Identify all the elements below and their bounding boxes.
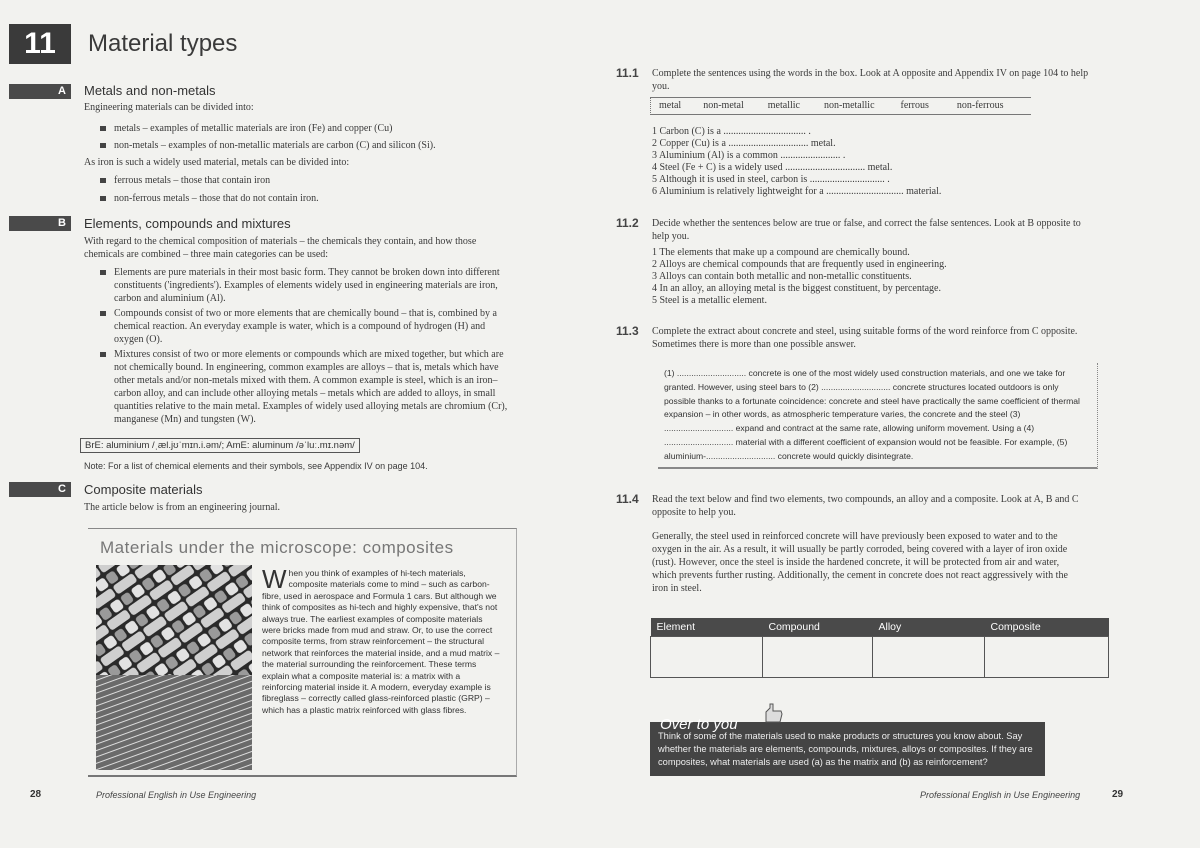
over-to-you-title: Over to you xyxy=(660,716,738,733)
right-page xyxy=(600,0,1200,848)
unit-title: Material types xyxy=(88,30,238,57)
section-b-intro: With regard to the chemical composition of materials – the chemicals they contain, and how those chemicals are combined – three main categories can be used: xyxy=(84,236,477,260)
table-header: Composite xyxy=(985,618,1109,637)
exercise-item: 1 Carbon (C) is a ................................. . xyxy=(652,126,811,137)
word-box-item: metal xyxy=(659,100,682,111)
table-header: Compound xyxy=(763,618,873,637)
section-b-bullet: Mixtures consist of two or more elements or compounds which are mixed together, but which are not chemically bound. In engineering, common examples are alloys – that is, metals which have other metals and/or non-metals mixed with them. A common example is steel, which is an iron–carbon alloy, and can include other alloying metals – metals which are added to alloys, in small quantities relative to the main metal. Examples of widely used alloying metals are chromium (Cr), manganese (Mn) and tungsten (W). xyxy=(114,348,514,426)
exercise-item: 4 In an alloy, an alloying metal is the biggest constituent, by percentage. xyxy=(652,283,941,294)
footer-book-title-right: Professional English in Use Engineering xyxy=(920,790,1081,800)
carbon-fibre-photo xyxy=(96,565,252,770)
word-box-item: non-metal xyxy=(703,100,744,111)
exercise-11-4-instructions: Read the text below and find two elements, two compounds, an alloy and a composite. Look at A, B and C opposite to help you. xyxy=(652,494,1079,518)
unit-number: 11 xyxy=(9,24,71,64)
word-box xyxy=(650,97,1031,115)
section-b-letter: B xyxy=(58,217,66,229)
exercise-11-1-items xyxy=(652,126,941,198)
section-c-intro: The article below is from an engineering journal. xyxy=(84,502,281,513)
exercise-item: 5 Steel is a metallic element. xyxy=(652,295,767,306)
article-body xyxy=(262,564,500,716)
exercise-item: 1 The elements that make up a compound are chemically bound. xyxy=(652,247,910,258)
pointing-hand-icon xyxy=(762,702,786,724)
exercise-11-2-instructions: Decide whether the sentences below are true or false, and correct the false sentences. Look at B opposite to help you. xyxy=(652,218,1081,242)
section-c-letter: C xyxy=(58,483,66,495)
section-a-bullet: non-ferrous metals – those that do not contain iron. xyxy=(114,193,319,204)
article-title: Materials under the microscope: composites xyxy=(100,538,454,557)
footer-book-title-left: Professional English in Use Engineering xyxy=(96,790,257,800)
over-to-you-text: Think of some of the materials used to make products or structures you know about. Say whether the materials are elements, compounds, mixtures, alloys or composites. If they are composites, what materials are used (a) as the matrix and (b) as reinforcement? xyxy=(658,731,1033,767)
table-header: Alloy xyxy=(873,618,985,637)
exercise-item: 5 Although it is used in steel, carbon is .............................. . xyxy=(652,174,890,185)
concrete-extract: (1) ............................. concrete is one of the most widely used construction materials, and one we take for granted. However, using steel bars to (2) ............................. concrete structures located outdoors is only possible thanks to a fortunate coincidence: concrete and steel have practically the same coefficient of thermal expansion – in other words, as atmospheric temperature varies, the concrete and the steel (3) ............................. expand and contract at the same rate, allowing uniform movement. Using a (4) ............................. material with a different coefficient of expansion would not be feasible. For example, (5) aluminium-............................. concrete would quickly disintegrate. xyxy=(658,363,1098,469)
over-to-you-box xyxy=(650,716,1045,776)
answer-cell[interactable] xyxy=(763,637,873,678)
word-box-item: non-ferrous xyxy=(956,100,1004,111)
exercise-11-3-number: 11.3 xyxy=(616,324,639,338)
section-a-bullet: non-metals – examples of non-metallic materials are carbon (C) and silicon (Si). xyxy=(114,140,436,151)
exercise-item: 2 Alloys are chemical compounds that are frequently used in engineering. xyxy=(652,259,947,270)
section-c-title: Composite materials xyxy=(84,482,203,497)
word-box-item: ferrous xyxy=(900,100,929,111)
section-a-intro-2: As iron is such a widely used material, metals can be divided into: xyxy=(84,157,350,168)
section-b-bar xyxy=(9,216,71,231)
section-c-bar xyxy=(9,482,71,497)
section-b-bullets xyxy=(114,266,514,428)
bre-ame-note: BrE: aluminium /ˌæl.jʊˈmɪn.i.əm/; AmE: aluminum /əˈluː.mɪ.nəm/ xyxy=(80,438,360,453)
page-number-right: 29 xyxy=(1112,789,1124,800)
answer-cell[interactable] xyxy=(873,637,985,678)
section-a-intro: Engineering materials can be divided into: xyxy=(84,102,254,113)
reading-text: Generally, the steel used in reinforced concrete will have previously been exposed to water and to the oxygen in the air. As a result, it will usually be partly corroded, being covered with a layer of iron oxide (rust). However, once the steel is inside the hardened concrete, it will be protected from air and water, which prevents further rusting. Additionally, the cement in concrete does not react aggressively with the iron in steel. xyxy=(652,531,1068,594)
section-a-bar xyxy=(9,84,71,99)
answer-cell[interactable] xyxy=(651,637,763,678)
section-b-title: Elements, compounds and mixtures xyxy=(84,216,291,231)
exercise-item: 3 Aluminium (Al) is a common ........................ . xyxy=(652,150,846,161)
article-text: hen you think of examples of hi-tech materials, composite materials come to mind – such as carbon-fibre, used in aerospace and Formula 1 cars. But although we think of composites as hi-tech and highly expensive, that's not always true. The earliest examples of composite materials were bricks made from mud and straw. Or, to use the correct composite terms, from straw reinforcement – the structural network that reinforces the material inside, and a mud matrix – the material surrounding the reinforcement. These terms explain what a composite material is: a matrix with a reinforcing material inside it. A modern, everyday example is fibreglass – correctly called glass-reinforced plastic (GRP) – which has a plastic matrix reinforced with glass fibres. xyxy=(262,568,500,715)
exercise-11-2-number: 11.2 xyxy=(616,216,639,230)
exercise-11-1-instructions: Complete the sentences using the words in the box. Look at A opposite and Appendix IV on page 104 to help you. xyxy=(652,68,1089,92)
table-header: Element xyxy=(651,618,763,637)
appendix-note: Note: For a list of chemical elements and their symbols, see Appendix IV on page 104. xyxy=(84,461,428,471)
exercise-item: 3 Alloys can contain both metallic and non-metallic constituents. xyxy=(652,271,912,282)
exercise-item: 6 Aluminium is relatively lightweight for a ............................... material. xyxy=(652,186,942,197)
answer-table xyxy=(650,618,1109,678)
answer-cell[interactable] xyxy=(985,637,1109,678)
exercise-item: 4 Steel (Fe + C) is a widely used ................................ metal. xyxy=(652,162,893,173)
section-a-bullet: metals – examples of metallic materials are iron (Fe) and copper (Cu) xyxy=(114,123,393,134)
section-b-bullet: Elements are pure materials in their most basic form. They cannot be broken down into different constituents ('ingredients'). Examples of elements widely used in engineering materials are iron, carbon and aluminium (Al). xyxy=(114,266,514,305)
section-a-title: Metals and non-metals xyxy=(84,83,216,98)
article-dropcap: W xyxy=(262,564,287,594)
exercise-11-3-instructions: Complete the extract about concrete and steel, using suitable forms of the word reinforce from C opposite. Sometimes there is more than one possible answer. xyxy=(652,326,1078,350)
section-b-bullet: Compounds consist of two or more elements that are chemically bound – that is, combined by a chemical reaction. An everyday example is water, which is a compound of hydrogen (H) and oxygen (O). xyxy=(114,307,514,346)
section-a-bullet: ferrous metals – those that contain iron xyxy=(114,175,271,186)
word-box-item: non-metallic xyxy=(823,100,875,111)
exercise-11-4-number: 11.4 xyxy=(616,492,639,506)
exercise-11-2-items xyxy=(652,247,947,307)
section-a-letter: A xyxy=(58,85,66,97)
exercise-item: 2 Copper (Cu) is a ................................ metal. xyxy=(652,138,836,149)
page-number-left: 28 xyxy=(30,789,42,800)
exercise-11-1-number: 11.1 xyxy=(616,66,639,80)
word-box-item: metallic xyxy=(767,100,800,111)
